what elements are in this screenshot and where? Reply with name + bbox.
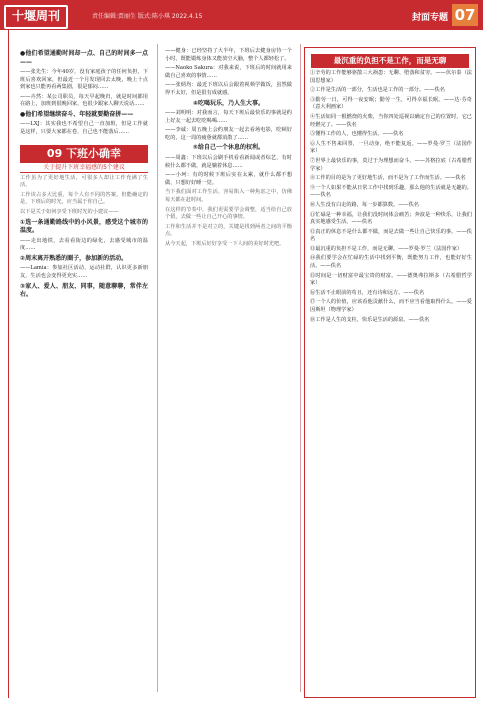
quote: ⑤懂得工作的人，也懂得生活。——佚名 <box>310 131 404 138</box>
quotes-column <box>310 70 472 326</box>
column-divider <box>300 44 301 692</box>
paragraph: ——刘明明：对我而言，每天下班后最快乐的事就是约上好友一起去吃吃喝喝…… <box>165 110 292 124</box>
question-heading: ●他们希望继续奋斗、年轻就要勤奋拼—— <box>20 110 134 118</box>
paragraph: ——周鑫：下班以后会刷手机看看新闻或者综艺，有时候什么都不做，就是躺着休息…… <box>165 154 292 169</box>
paragraph: 从今天起，下班后好好享受一下人间的美好时光吧。 <box>165 240 285 247</box>
article-column-middle <box>165 48 292 250</box>
paragraph: ——LXJ：其实我也不希望自己一直加班，但是工作就是这样，只要大家都在卷，自己也不能落后…… <box>20 121 148 136</box>
quote: ⑧工作的目的是为了更好地生活，而不是为了工作而生活。——佚名 <box>310 175 466 182</box>
tip-heading: ①选一条通勤路线中的小风景，感受这个城市的温度。 <box>20 218 148 235</box>
tip-heading: ④吃喝玩乐，乃人生大事。 <box>192 99 265 107</box>
publication-logo: 十堰周刊 <box>4 5 68 29</box>
section-09-title: 09 下班小确幸 <box>20 145 148 163</box>
paragraph: ——李诚：周五晚上会约朋友一起去看场电影，吃顿好吃的，这一周的疲惫就都消散了…… <box>165 127 292 141</box>
paragraph: 当下我们面对工作生活，容易陷入一种焦虑之中，仿佛每天都在赶时间。 <box>165 189 292 203</box>
quote: ②工作是生活的一部分，生活也是工作的一部分。——佚名 <box>310 87 445 94</box>
quote: ⑰一个人的价值，应该看他贡献什么，而不应当看他取得什么。——爱因斯坦（物理学家） <box>310 299 472 314</box>
quote: ⑦世界上最快乐的事，莫过于为理想而奋斗。——苏格拉底（古希腊哲学家） <box>310 157 472 172</box>
article-column-left <box>20 48 148 302</box>
paragraph: ——小珂：有的时候下班后实在太累，就什么都不想做，只想好好睡一觉。 <box>165 172 292 186</box>
quote: ①辛劳的工作能够驱散三大祸患：无聊、堕落和贫穷。——伏尔泰（法国思想家） <box>310 70 472 84</box>
paragraph: ——张先生：今年40岁，没有家庭孩子的任何负担，下班后喜欢回家，但最近一个月发现回去太晚，晚上十点到家也只能再看两集剧，很是郁闷…… <box>20 69 148 91</box>
quotes-sidebar-title: 最沉重的负担不是工作，而是无聊 <box>311 54 469 68</box>
page-number: 07 <box>452 4 478 26</box>
paragraph: 工作该占多大比重，每个人有不同的答案。但能确定的是，下班后的时光，应当属于你自己。 <box>20 191 148 206</box>
tip-heading: ⑤给自己一个休息的权利。 <box>192 144 265 152</box>
quote: ⑨一个人如果不能从日常工作中找到乐趣，那么他的生活就是无趣的。——佚名 <box>310 184 472 199</box>
quote: ⑭我们要学会在忙碌的生活中找到平衡，既能努力工作，也能好好生活。——佚名 <box>310 255 472 270</box>
quote: ⑥人生不售来回票，一旦动身，绝不能复返。——罗曼·罗兰（法国作家） <box>310 140 472 155</box>
section-09-subtitle: 关于提升下班幸福感的5个建议 <box>20 163 148 173</box>
paragraph: ——健身：已经坚持了大半年，下班后去健身房待一个小时，既能锻炼身体又能放空大脑，整个人都轻松了。 <box>165 48 292 62</box>
paragraph: 在这样的节奏中，我们更需要学会调整，适当给自己放个假，去做一些让自己开心的事情。 <box>165 206 292 221</box>
tip-heading: ②周末离开熟悉的圈子，参加新的活动。 <box>20 254 128 262</box>
paragraph: ——Naoko Sakura：对我来说，下班后的时间就用来做自己喜欢的事情…… <box>165 65 292 79</box>
quote: ⑮时间是一切财富中最宝贵的财富。——德奥弗拉斯多（古希腊哲学家） <box>310 272 472 287</box>
paragraph: ——走出地铁，去看看街边的绿化，去感受城市的温度…… <box>20 237 148 252</box>
quote: ⑩人生没有白走的路，每一步都算数。——佚名 <box>310 201 419 208</box>
section-title: 封面专题 <box>412 13 449 23</box>
paragraph: ——张炳均：最近下班以后会跟着视频学做饭，虽然做得不太好，但是很有成就感。 <box>165 82 292 96</box>
paragraph: 工作和生活并不是对立的，关键是找到两者之间的平衡点。 <box>165 223 292 238</box>
tip-heading: ③家人、爱人、朋友、同事，随意聊聊，常伴左右。 <box>20 282 148 298</box>
quote: ⑪忙碌是一种幸福，让我们没时间体会痛苦；奔波是一种快乐，让我们真实地感受生活。——佚名 <box>310 211 472 226</box>
question-heading: ●他们希望通勤时间却一点、自己的时间多一点—— <box>20 50 148 66</box>
section-09-title-block <box>20 145 148 173</box>
paragraph: 工作虽为了更好地生活，可很多人却让工作充满了生活。 <box>20 174 148 189</box>
quote: ⑯生活不止眼前的苟且，还有诗和远方。——佚名 <box>310 289 425 296</box>
column-divider <box>157 44 158 692</box>
quote: ⑬最沉重的负担不是工作，而是无聊。——罗曼·罗兰（法国作家） <box>310 245 463 252</box>
quote: ⑱工作是人生的支柱，快乐是生活的源泉。——佚名 <box>310 316 430 323</box>
paragraph: ——Lamia：参加社区活动、运动社群，认识更多新朋友，生活也会变得更充实…… <box>20 265 148 279</box>
editor-credits: 责任编辑:贾丽生 版式:陈小琪 2022.4.15 <box>92 13 203 20</box>
quote: ④生活如同一根燃烧的火柴，当你四处巡视以确定自己的位置时，它已经燃完了。——佚名 <box>310 113 472 128</box>
quote: ③勤劳一日，可得一夜安眠；勤劳一生，可得幸福长眠。——达·芬奇（意大利画家） <box>310 96 472 111</box>
paragraph: 以下是关于如何享受下班时光的小建议—— <box>20 209 119 216</box>
page-header <box>0 0 483 30</box>
quote: ⑫真正的休息不是什么都不做，而是去做一些让自己快乐的事。——佚名 <box>310 228 472 243</box>
paragraph: ——卉然：某公司职员，每天早起晚归，就是时间都用在路上，加班到很晚回家，也很少跟家人聊天说话…… <box>20 93 148 108</box>
